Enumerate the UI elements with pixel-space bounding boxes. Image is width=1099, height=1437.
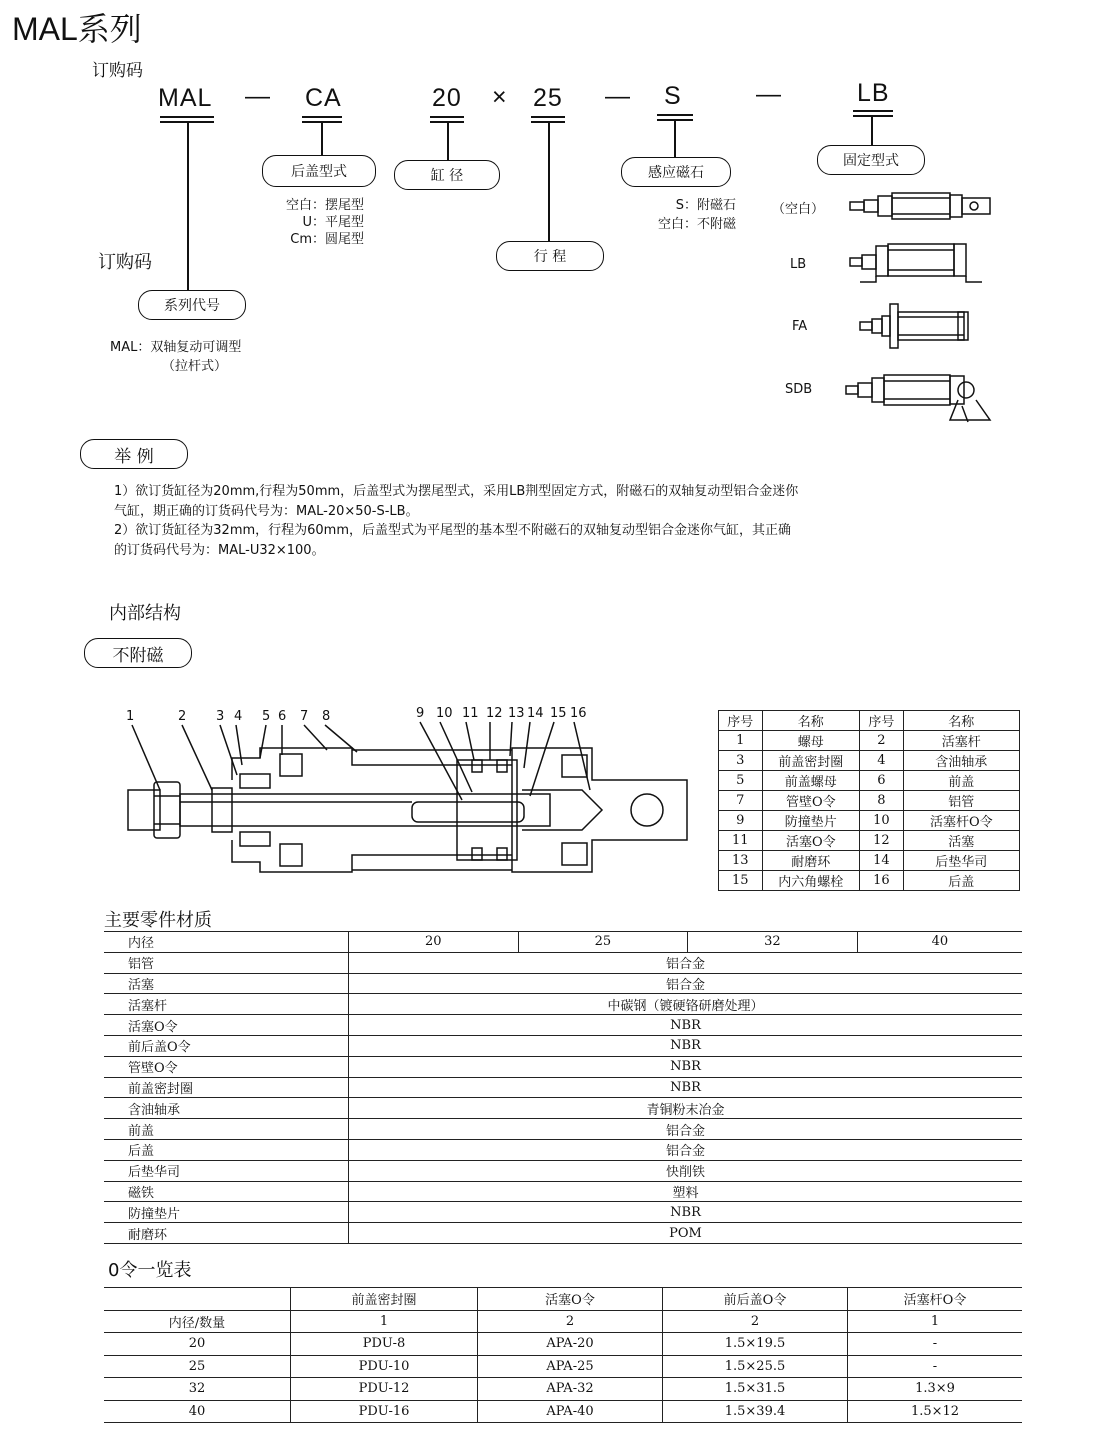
material-value: 中碳钢（镀硬铬研磨处理） [349, 994, 1023, 1015]
part-name: 活塞O令 [762, 831, 860, 851]
cylinder-fa-icon [858, 302, 974, 350]
code-bore: 20 [432, 84, 462, 112]
stroke-box: 行 程 [496, 241, 604, 271]
parts-header-no-2: 序号 [860, 711, 904, 731]
part-no: 13 [719, 851, 763, 871]
oring-qty: 2 [478, 1310, 663, 1333]
material-value: NBR [349, 1077, 1023, 1098]
oring-cell: 1.5×19.5 [663, 1333, 848, 1356]
rear-cover-options [256, 197, 364, 248]
callout-15: 15 [550, 706, 567, 721]
oring-cell: PDU-10 [291, 1355, 478, 1378]
part-name: 前盖 [903, 771, 1019, 791]
rear-option-swing: 空白：摆尾型 [285, 198, 364, 213]
callout-12: 12 [486, 706, 503, 721]
part-name: 含油轴承 [903, 751, 1019, 771]
oring-cell: - [848, 1355, 1023, 1378]
oring-header-cover: 前后盖O令 [663, 1288, 848, 1311]
part-name: 前盖螺母 [762, 771, 860, 791]
table-row [104, 1098, 1022, 1119]
callout-9: 9 [416, 706, 425, 721]
oring-cell: PDU-12 [291, 1378, 478, 1401]
parts-header-name-2: 名称 [903, 711, 1019, 731]
material-value: 铝合金 [349, 973, 1023, 994]
material-part: 活塞 [104, 973, 349, 994]
bore-20: 20 [349, 932, 519, 953]
material-part: 管壁O令 [104, 1056, 349, 1077]
oring-cell: 1.5×25.5 [663, 1355, 848, 1378]
material-part: 活塞杆 [104, 994, 349, 1015]
rear-option-flat: U：平尾型 [302, 215, 364, 230]
table-row [104, 1015, 1022, 1036]
table-row [104, 1202, 1022, 1223]
order-code-label: 订购码 [92, 61, 143, 81]
table-row [104, 994, 1022, 1015]
code-sep-3: — [605, 82, 631, 110]
part-no: 6 [860, 771, 904, 791]
material-part: 前后盖O令 [104, 1035, 349, 1056]
callout-14: 14 [527, 706, 544, 721]
example-line-3: 2）欲订货缸径为32mm，行程为60mm，后盖型式为平尾型的基本型不附磁石的双轴复动型铝合金迷你气缸，其正确 [114, 523, 792, 538]
example-line-4: 的订货码代号为：MAL-U32×100。 [114, 542, 325, 558]
table-row [719, 831, 1020, 851]
magnet-options [626, 196, 736, 234]
part-no: 7 [719, 791, 763, 811]
magnet-box: 感应磁石 [621, 157, 731, 187]
cylinder-basic-icon [848, 188, 994, 224]
oring-cell: PDU-16 [291, 1400, 478, 1423]
table-row [104, 1035, 1022, 1056]
material-part: 后盖 [104, 1139, 349, 1160]
code-magnet: S [664, 82, 682, 110]
callout-11: 11 [462, 706, 479, 721]
callout-2: 2 [178, 709, 187, 724]
oring-cell: APA-20 [478, 1333, 663, 1356]
table-row [719, 751, 1020, 771]
page-title: MAL系列 [12, 11, 142, 47]
mount-option-fa: FA [792, 319, 808, 334]
cylinder-lb-icon [848, 240, 988, 286]
material-part: 前盖密封圈 [104, 1077, 349, 1098]
parts-table [718, 710, 1020, 891]
example-text [114, 482, 798, 560]
bore-25: 25 [518, 932, 688, 953]
materials-table [104, 931, 1022, 1244]
part-name: 螺母 [762, 731, 860, 751]
series-desc-line-2: （拉杆式） [162, 359, 228, 374]
material-part: 含油轴承 [104, 1098, 349, 1119]
oring-header-blank [104, 1288, 291, 1311]
part-no: 9 [719, 811, 763, 831]
rear-cover-box: 后盖型式 [262, 155, 376, 187]
callout-4: 4 [234, 709, 243, 724]
table-row [104, 1355, 1022, 1378]
oring-cell: 1.5×12 [848, 1400, 1023, 1423]
code-sep-4: — [756, 80, 782, 108]
cross-section-diagram [112, 720, 702, 895]
material-value: NBR [349, 1035, 1023, 1056]
orings-qty-row [104, 1310, 1022, 1333]
magnet-option-without: 空白：不附磁 [657, 217, 736, 232]
oring-header-piston: 活塞O令 [478, 1288, 663, 1311]
mount-option-blank: （空白） [772, 202, 825, 217]
bore-box: 缸 径 [394, 160, 500, 190]
part-name: 铝管 [903, 791, 1019, 811]
callout-10: 10 [436, 706, 453, 721]
material-part: 铝管 [104, 952, 349, 973]
bore-40: 40 [857, 932, 1022, 953]
cylinder-sdb-icon [844, 366, 994, 424]
mount-option-sdb: SDB [785, 382, 813, 397]
material-value: NBR [349, 1056, 1023, 1077]
part-name: 管壁O令 [762, 791, 860, 811]
series-box: 系列代号 [138, 290, 246, 320]
oring-qty: 1 [291, 1310, 478, 1333]
material-part: 防撞垫片 [104, 1202, 349, 1223]
table-row [719, 791, 1020, 811]
table-row [104, 1378, 1022, 1401]
orings-header-row [104, 1288, 1022, 1311]
parts-header-row [719, 711, 1020, 731]
part-no: 11 [719, 831, 763, 851]
callout-1: 1 [126, 709, 135, 724]
oring-cell: 1.5×39.4 [663, 1400, 848, 1423]
oring-qty: 2 [663, 1310, 848, 1333]
code-sep-2: × [492, 83, 508, 111]
mount-option-lb: LB [790, 257, 807, 272]
part-no: 1 [719, 731, 763, 751]
materials-bore-row [104, 932, 1022, 953]
part-no: 12 [860, 831, 904, 851]
oring-bore: 40 [104, 1400, 291, 1423]
oring-cell: APA-25 [478, 1355, 663, 1378]
table-row [104, 1333, 1022, 1356]
part-name: 后垫华司 [903, 851, 1019, 871]
oring-qty: 1 [848, 1310, 1023, 1333]
part-name: 活塞杆O令 [903, 811, 1019, 831]
part-no: 5 [719, 771, 763, 791]
part-no: 8 [860, 791, 904, 811]
material-value: 快削铁 [349, 1160, 1023, 1181]
part-no: 14 [860, 851, 904, 871]
oring-cell: APA-32 [478, 1378, 663, 1401]
table-row [719, 871, 1020, 891]
table-row [104, 1181, 1022, 1202]
part-name: 耐磨环 [762, 851, 860, 871]
bore-32: 32 [688, 932, 858, 953]
part-name: 后盖 [903, 871, 1019, 891]
oring-bore: 32 [104, 1378, 291, 1401]
callout-8: 8 [322, 709, 331, 724]
material-value: 铝合金 [349, 1139, 1023, 1160]
orings-heading: 0令一览表 [108, 1260, 192, 1281]
code-sep-1: — [245, 82, 271, 110]
parts-header-name-1: 名称 [762, 711, 860, 731]
code-mount: LB [857, 79, 890, 107]
table-row [104, 1056, 1022, 1077]
part-no: 3 [719, 751, 763, 771]
callout-13: 13 [508, 706, 525, 721]
example-heading: 举 例 [80, 439, 188, 469]
oring-bore: 25 [104, 1355, 291, 1378]
callout-16: 16 [570, 706, 587, 721]
material-value: NBR [349, 1015, 1023, 1036]
structure-tag: 不附磁 [84, 638, 192, 668]
order-code-side-label: 订购码 [98, 252, 152, 273]
table-row [719, 771, 1020, 791]
table-row [104, 952, 1022, 973]
oring-cell: - [848, 1333, 1023, 1356]
table-row [719, 811, 1020, 831]
callout-7: 7 [300, 709, 309, 724]
material-value: 青铜粉末冶金 [349, 1098, 1023, 1119]
part-name: 防撞垫片 [762, 811, 860, 831]
table-row [104, 973, 1022, 994]
oring-cell: 1.5×31.5 [663, 1378, 848, 1401]
code-stroke: 25 [533, 84, 563, 112]
material-value: 铝合金 [349, 952, 1023, 973]
part-name: 前盖密封圈 [762, 751, 860, 771]
oring-header-rod: 活塞杆O令 [848, 1288, 1023, 1311]
example-line-2: 气缸，期正确的订货码代号为：MAL-20×50-S-LB。 [114, 503, 419, 519]
table-row [719, 851, 1020, 871]
magnet-option-with: S：附磁石 [675, 198, 736, 213]
table-row [104, 1160, 1022, 1181]
part-no: 4 [860, 751, 904, 771]
rear-option-round: Cm：圆尾型 [290, 232, 364, 247]
oring-cell: APA-40 [478, 1400, 663, 1423]
material-part: 耐磨环 [104, 1223, 349, 1244]
table-row [719, 731, 1020, 751]
callout-5: 5 [262, 709, 271, 724]
material-value: 铝合金 [349, 1119, 1023, 1140]
part-no: 10 [860, 811, 904, 831]
oring-cell: 1.3×9 [848, 1378, 1023, 1401]
oring-bore: 20 [104, 1333, 291, 1356]
material-value: NBR [349, 1202, 1023, 1223]
material-value: 塑料 [349, 1181, 1023, 1202]
parts-header-no-1: 序号 [719, 711, 763, 731]
structure-heading: 内部结构 [109, 603, 181, 624]
table-row [104, 1119, 1022, 1140]
material-part: 磁铁 [104, 1181, 349, 1202]
code-rear-cover: CA [305, 84, 342, 112]
bore-label: 内径 [104, 932, 349, 953]
material-part: 后垫华司 [104, 1160, 349, 1181]
materials-heading: 主要零件材质 [104, 910, 212, 931]
part-no: 15 [719, 871, 763, 891]
series-desc [110, 338, 241, 376]
part-name: 活塞杆 [903, 731, 1019, 751]
table-row [104, 1139, 1022, 1160]
code-series: MAL [158, 84, 213, 112]
material-part: 活塞O令 [104, 1015, 349, 1036]
oring-header-front-seal: 前盖密封圈 [291, 1288, 478, 1311]
oring-qty-label: 内径/数量 [104, 1310, 291, 1333]
mount-box: 固定型式 [817, 145, 925, 175]
series-desc-line-1: MAL：双轴复动可调型 [110, 340, 242, 355]
orings-table [104, 1287, 1022, 1423]
oring-cell: PDU-8 [291, 1333, 478, 1356]
callout-3: 3 [216, 709, 225, 724]
example-line-1: 1）欲订货缸径为20mm,行程为50mm，后盖型式为摆尾型式，采用LB荆型固定方式，附磁石的双轴复动型铝合金迷你 [114, 484, 799, 499]
part-name: 内六角螺栓 [762, 871, 860, 891]
part-name: 活塞 [903, 831, 1019, 851]
part-no: 16 [860, 871, 904, 891]
table-row [104, 1077, 1022, 1098]
table-row [104, 1400, 1022, 1423]
material-value: POM [349, 1223, 1023, 1244]
material-part: 前盖 [104, 1119, 349, 1140]
table-row [104, 1223, 1022, 1244]
part-no: 2 [860, 731, 904, 751]
callout-6: 6 [278, 709, 287, 724]
